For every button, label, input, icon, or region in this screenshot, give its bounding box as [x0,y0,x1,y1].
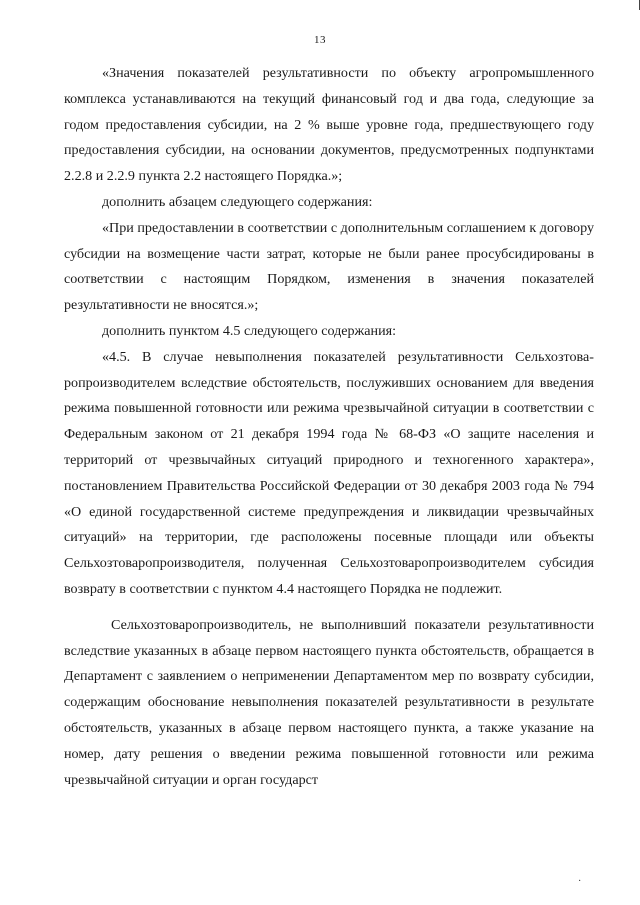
paragraph-indicator-values: «Значения показателей результативности по объекту агропромышленного комплекса устанавливаются на текущий финансовый год и два года, следующие за годом предоставления субсидии, на 2 % выше уровне года, предшествующего году предоставления субсидии, на основании документов, предусмотренных подпунктами 2.2.8 и 2.2.9 пункта 2.2 настоящего Порядка.»; [64,65,594,185]
paragraph-add-point-4-5: дополнить пунктом 4.5 следующего содержания: [102,322,397,339]
paragraph-additional-agreement: «При предоставлении в соответствии с дополнительным соглашением к договору субсидии на возмещение части затрат, которые не были ранее просубсидированы в соответствии с настоящим Порядком, изменения в значения показателей результативности не вносятся.»; [64,219,594,314]
document-body [64,61,594,793]
scan-dot-mark: · [578,876,582,887]
paragraph-point-4-5: «4.5. В случае невыполнения показателей результативности Сельхозтоваропроизводителем вследствие обстоятельств, послуживших основанием для введения режима повышенной готовности или режима чрезвычайной ситуации в соответствии с Федеральным законом от 21 декабря 1994 года № 68-ФЗ «О защите населения и территорий от чрезвычайных ситуаций природного и техногенного характера», постановлением Правительства Российской Федерации от 30 декабря 2003 года № 794 «О единой государственной системе предупреждения и ликвидации чрезвычайных ситуаций» на территории, где расположены посевные площади или объекты Сельхозтоваропроизводителя, полученная Сельхозтоваропроизводителем субсидия возврату в соответствии с пунктом 4.4 настоящего Порядка не подлежит. [64,348,594,597]
paragraph-add-clause: дополнить абзацем следующего содержания: [102,193,373,210]
page-number: 13 [314,34,326,46]
scan-edge-mark [633,0,640,10]
paragraph-producer-application: Сельхозтоваропроизводитель, не выполнивший показатели результативности вследствие указанных в абзаце первом настоящего пункта обстоятельств, обращается в Департамент с заявлением о неприменении Департаментом мер по возврату субсидии, содержащим обоснование невыполнения показателей результативности в результате обстоятельств, указанных в абзаце первом настоящего пункта, а также указание на номер, дату решения о введении режима повышенной готовности или режима чрезвычайной ситуации и орган государст [64,616,594,788]
